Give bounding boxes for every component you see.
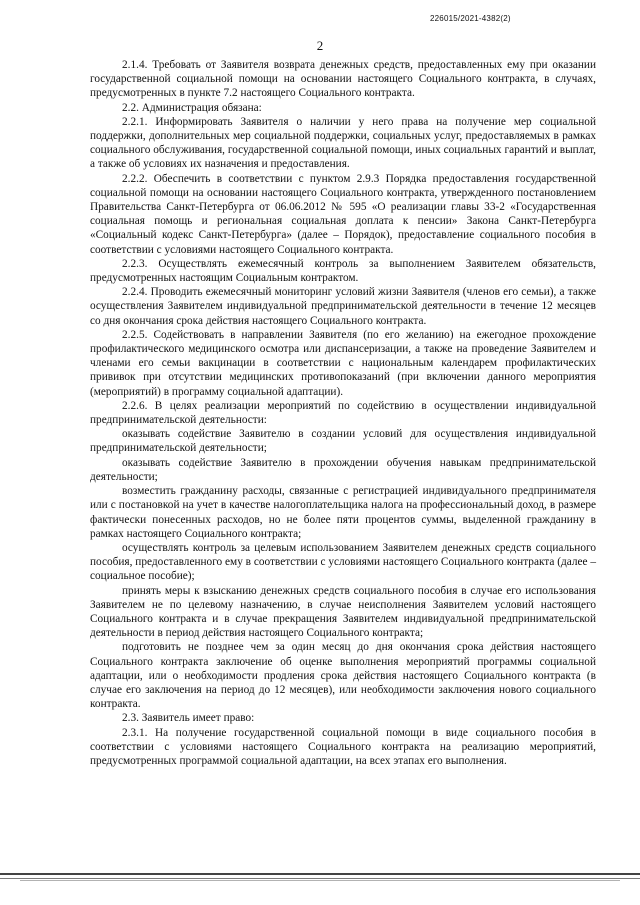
- clause-2-2-1: 2.2.1. Информировать Заявителя о наличии у него права на получение мер социальной поддержки, дополнительных мер социальной поддержки, социальных услуг, предоставляемых в рамках социального обслуживания, государственной социальной помощи, иных социальных гарантий и выплат, а также об условиях их назначения и предоставления.: [90, 115, 596, 171]
- clause-2-1-4: 2.1.4. Требовать от Заявителя возврата денежных средств, предоставленных ему при оказании государственной социальной помощи на основании настоящего Социального контракта, в случаях, предусмотренных в пункте 7.2 настоящего Социального контракта.: [90, 59, 596, 100]
- clause-2-2-6-item-3: возместить гражданину расходы, связанные с регистрацией индивидуального предпринимателя или с постановкой на учет в качестве налогоплательщика налога на профессиональный доход, в размере фактически понесенных расходов, но не более пяти процентов суммы, выделенной гражданину в рамках настоящего Социального контракта;: [90, 485, 596, 540]
- clause-2-3-1: 2.3.1. На получение государственной социальной помощи в виде социального пособия в соответствии с условиями настоящего Социального контракта на реализацию мероприятий, предусмотренных программой социальной адаптации, на всех этапах его выполнения.: [90, 726, 596, 767]
- clause-2-2-6-item-5: принять меры к взысканию денежных средств социального пособия в случае его использования Заявителем не по целевому назначению, в случае неисполнения Заявителем условий настоящего Социального контракта и в случае прекращения Заявителем индивидуальной предпринимательской деятельности в период действия настоящего Социального контракта;: [90, 584, 596, 640]
- clause-2-2-6-item-1: оказывать содействие Заявителю в создании условий для осуществления индивидуальной предпринимательской деятельности;: [90, 428, 596, 455]
- document-body: [90, 58, 596, 768]
- clause-2-2-5: 2.2.5. Содействовать в направлении Заявителя (по его желанию) на ежегодное прохождение профилактического медицинского осмотра или диспансеризации, а также на проведение Заявителем и членами его семьи вакцинации в соответствии с национальным календарем профилактических прививок при отсутствии медицинских противопоказаний (при включении данного мероприятия (мероприятий) в программу социальной адаптации).: [90, 328, 596, 398]
- scan-edge-line: [0, 878, 640, 879]
- section-2-3-heading: 2.3. Заявитель имеет право:: [122, 712, 255, 725]
- scan-edge-line: [20, 880, 620, 881]
- scan-edge-line: [0, 873, 640, 875]
- page-number: 2: [316, 38, 324, 53]
- clause-2-2-3: 2.2.3. Осуществлять ежемесячный контроль за выполнением Заявителем обязательств, предусмотренных настоящим Социальным контрактом.: [90, 257, 596, 285]
- clause-2-2-6-item-6: подготовить не позднее чем за один месяц до дня окончания срока действия настоящего Социального контракта заключение об оценке выполнения мероприятий программы социальной адаптации, или о необходимости продления срока действия настоящего Социального контракта (в случае его заключения на период до 12 месяцев), или необходимости заключения нового социального контракта.: [90, 641, 596, 711]
- document-id: 226015/2021-4382(2): [430, 14, 511, 23]
- section-2-2-heading: 2.2. Администрация обязана:: [122, 101, 262, 114]
- clause-2-2-2: 2.2.2. Обеспечить в соответствии с пунктом 2.9.3 Порядка предоставления государственной социальной помощи на основании настоящего Социального контракта, утвержденного постановлением Правительства Санкт-Петербурга от 06.06.2012 № 595 «О реализации главы 33-2 «Государственная социальная помощь и региональная социальная доплата к пенсии» Закона Санкт-Петербурга «Социальный кодекс Санкт-Петербурга» (далее – Порядок), предоставление социального пособия в соответствии с условиями настоящего Социального контракта.: [90, 172, 596, 256]
- clause-2-2-6-item-2: оказывать содействие Заявителю в прохождении обучения навыкам предпринимательской деятельности;: [90, 456, 596, 483]
- clause-2-2-4: 2.2.4. Проводить ежемесячный мониторинг условий жизни Заявителя (членов его семьи), а также осуществления Заявителем индивидуальной предпринимательской деятельности в течение 12 месяцев со дня окончания срока действия настоящего Социального контракта.: [90, 286, 596, 327]
- clause-2-2-6-item-4: осуществлять контроль за целевым использованием Заявителем денежных средств социального пособия, предоставленного ему в соответствии с условиями настоящего Социального контракта (далее – социальное пособие);: [90, 541, 596, 583]
- clause-2-2-6: 2.2.6. В целях реализации мероприятий по содействию в осуществлении индивидуальной предпринимательской деятельности:: [90, 399, 596, 427]
